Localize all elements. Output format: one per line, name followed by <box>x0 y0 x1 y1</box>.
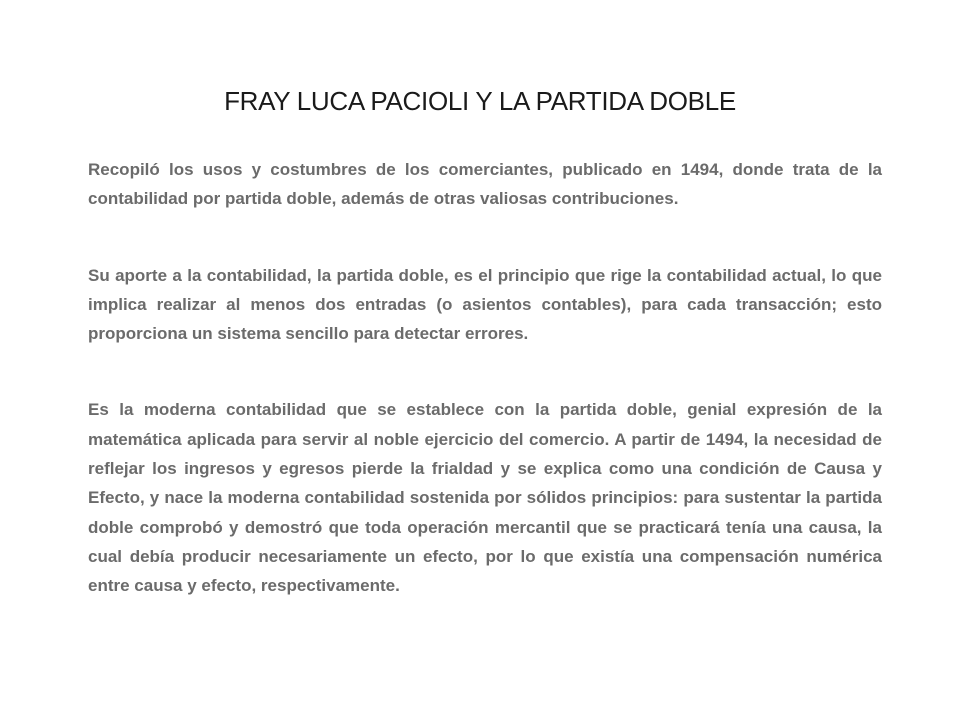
paragraph-intro: Recopiló los usos y costumbres de los comerciantes, publicado en 1494, donde trata de la contabilidad por partida doble, además de otras valiosas contribuciones. <box>88 160 882 209</box>
paragraph-modern-accounting: Es la moderna contabilidad que se establece con la partida doble, genial expresión de la matemática aplicada para servir al noble ejercicio del comercio. A partir de 1494, la necesidad de reflejar los ingresos y egresos pierde la frialdad y se explica como una condición de Causa y Efecto, y nace la moderna contabilidad sostenida por sólidos principios: para sustentar la partida doble comprobó y demostró que toda operación mercantil que se practicará tenía una causa, la cual debía producir necesariamente un efecto, por lo que existía una compensación numérica entre causa y efecto, respectivamente. <box>88 400 882 596</box>
slide-body <box>88 155 882 601</box>
slide-title: FRAY LUCA PACIOLI Y LA PARTIDA DOBLE <box>224 86 736 116</box>
paragraph-contribution: Su aporte a la contabilidad, la partida doble, es el principio que rige la contabilidad actual, lo que implica realizar al menos dos entradas (o asientos contables), para cada transacción; esto proporciona un sistema sencillo para detectar errores. <box>88 265 882 344</box>
